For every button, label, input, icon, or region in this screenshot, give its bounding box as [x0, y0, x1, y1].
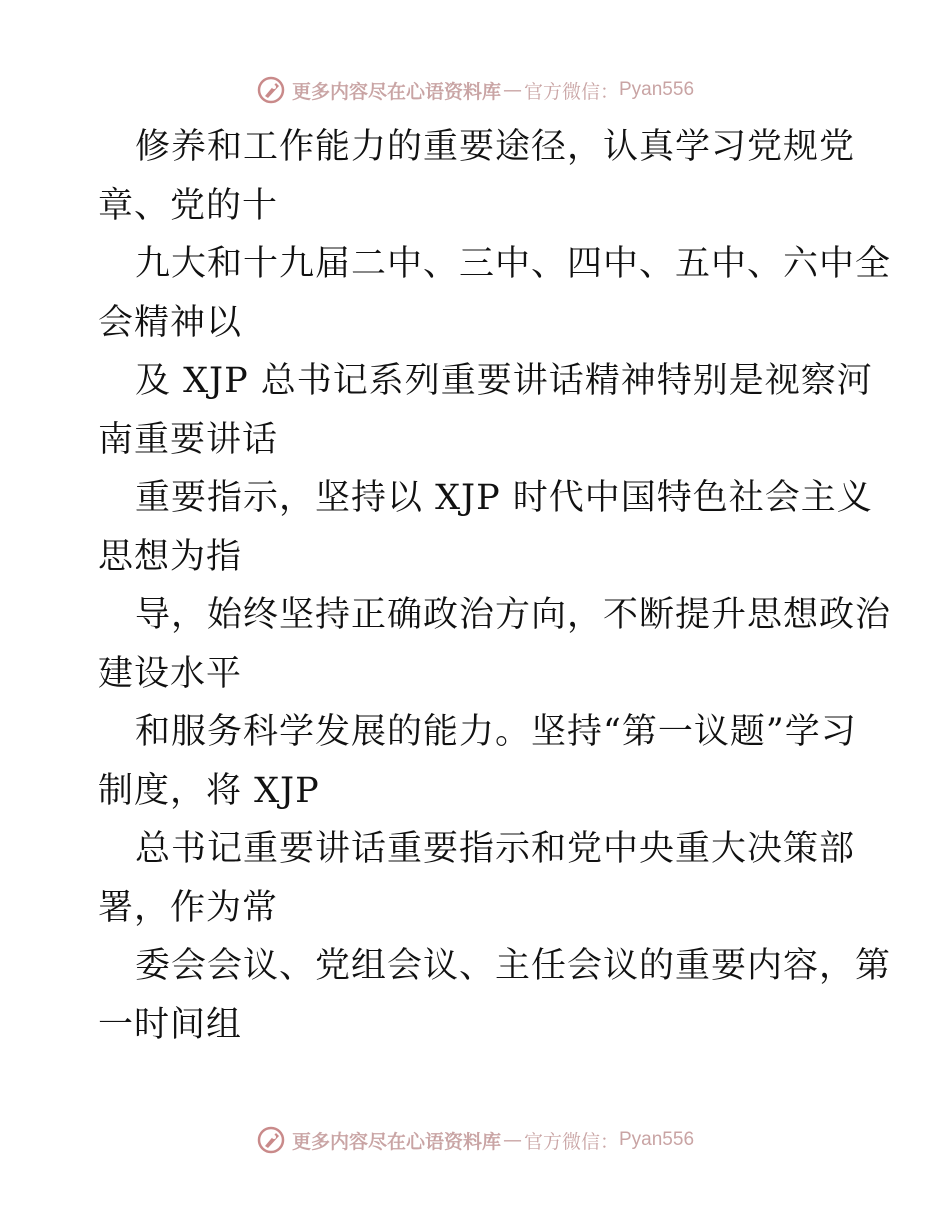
text-line: 九大和十九届二中、三中、四中、五中、六中全	[135, 244, 892, 284]
banner-wechat-id: Pyan556	[619, 1129, 695, 1150]
text-line: 章、党的十	[98, 185, 279, 226]
text-line: 修养和工作能力的重要途径，认真学习党规党	[135, 127, 856, 167]
text-line: 署，作为常	[98, 887, 279, 928]
text-line: 重要指示，坚持以 XJP 时代中国特色社会主义	[135, 478, 873, 518]
banner-brand: 更多内容尽在心语资料库	[291, 1130, 501, 1153]
text-line: 思想为指	[98, 536, 243, 577]
text-line: 制度，将 XJP	[98, 770, 320, 811]
text-line: 南重要讲话	[98, 419, 279, 460]
text-line: 导，始终坚持正确政治方向，不断提升思想政治	[135, 595, 892, 635]
text-line: 及 XJP 总书记系列重要讲话精神特别是视察河	[135, 361, 873, 401]
text-line: 建设水平	[98, 653, 243, 694]
text-line: 和服务科学发展的能力。坚持“第一议题”学习	[135, 712, 857, 752]
banner-wechat-id: Pyan556	[619, 79, 695, 100]
text-line: 一时间组	[98, 1004, 243, 1045]
banner-separator: —	[502, 1129, 522, 1151]
text-line: 总书记重要讲话重要指示和党中央重大决策部	[135, 829, 856, 869]
banner-official-label: 官方微信：	[523, 80, 619, 103]
text-line: 委会会议、党组会议、主任会议的重要内容，第	[135, 946, 892, 986]
quill-logo-icon	[256, 1125, 286, 1155]
document-body	[98, 118, 892, 1054]
header-banner	[0, 70, 950, 110]
banner-separator: —	[502, 79, 522, 101]
banner-brand: 更多内容尽在心语资料库	[291, 80, 501, 103]
footer-banner	[0, 1120, 950, 1160]
text-line: 会精神以	[98, 302, 243, 343]
banner-official-label: 官方微信：	[523, 1130, 619, 1153]
quill-logo-icon	[256, 75, 286, 105]
